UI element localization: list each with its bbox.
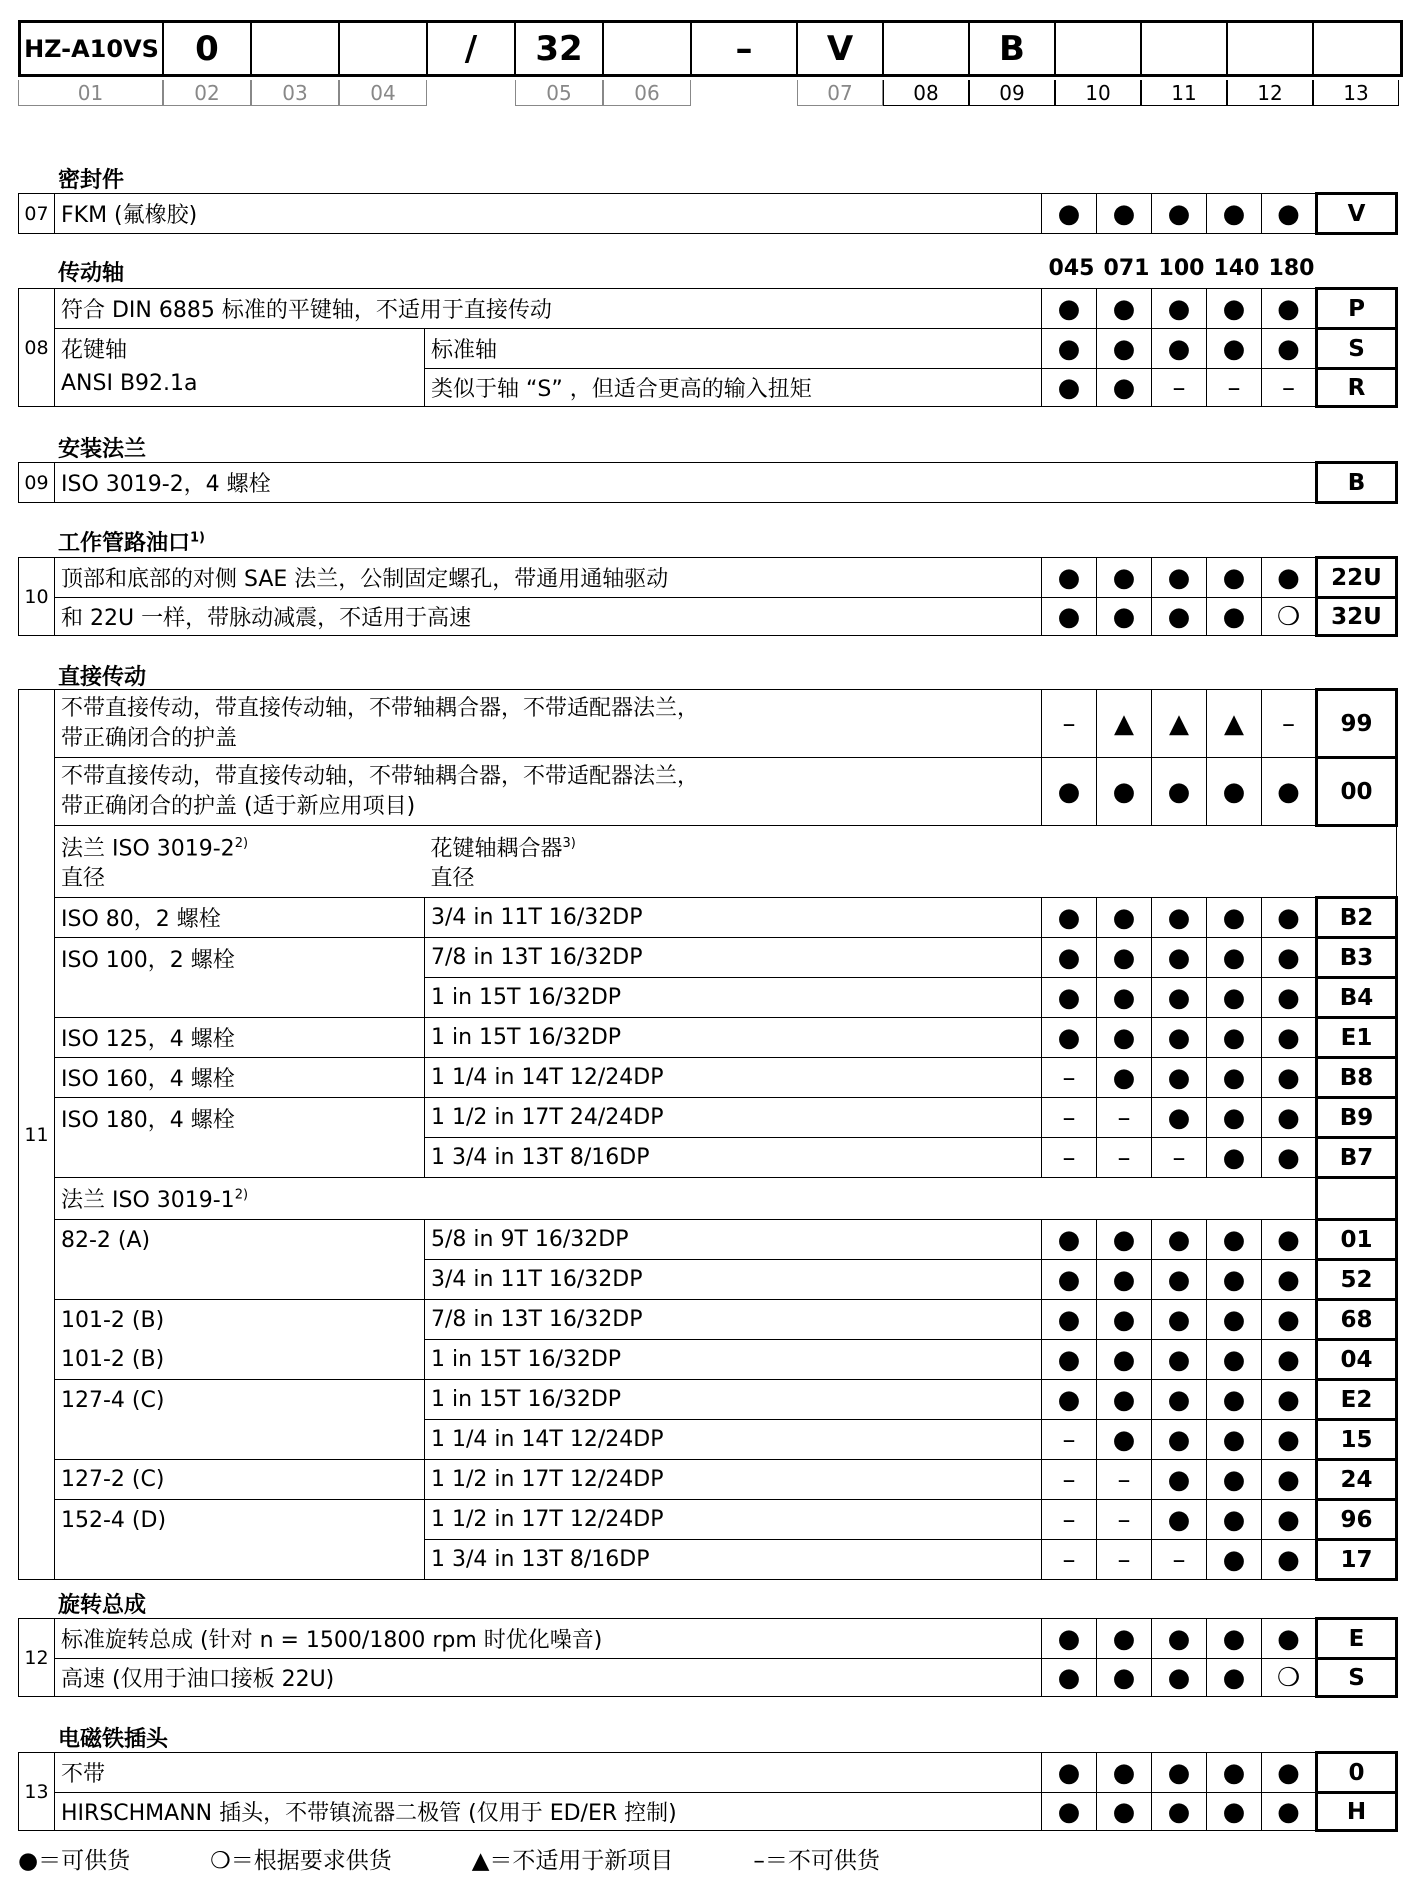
availability-mark: ● xyxy=(1152,1793,1207,1831)
option-code: 01 xyxy=(1317,1220,1397,1260)
option-code: V xyxy=(1317,194,1397,234)
option-code: 22U xyxy=(1317,558,1397,598)
availability-mark: ● xyxy=(1152,558,1207,598)
availability-mark: ● xyxy=(1207,289,1262,329)
availability-mark: – xyxy=(1262,690,1317,758)
availability-mark: ● xyxy=(1152,1380,1207,1420)
code-cell xyxy=(1314,23,1400,74)
position-number: 05 xyxy=(515,80,603,106)
availability-mark: ● xyxy=(1042,289,1097,329)
option-code: B9 xyxy=(1317,1098,1397,1138)
flange-cell: ISO 125，4 螺栓 xyxy=(55,1018,425,1058)
option-code: 0 xyxy=(1317,1753,1397,1793)
coupler-cell: 1 1/2 in 17T 24/24DP xyxy=(425,1098,1042,1138)
availability-mark: ● xyxy=(1207,1300,1262,1340)
option-code: B2 xyxy=(1317,898,1397,938)
availability-mark: ● xyxy=(1262,978,1317,1018)
option-code: B4 xyxy=(1317,978,1397,1018)
availability-mark: ● xyxy=(1097,1420,1152,1460)
legend xyxy=(18,1842,960,1875)
availability-mark: ● xyxy=(1042,1753,1097,1793)
availability-mark: – xyxy=(1262,369,1317,407)
option-code: 04 xyxy=(1317,1340,1397,1380)
availability-mark: ● xyxy=(1097,1753,1152,1793)
availability-mark: ● xyxy=(1262,1340,1317,1380)
section-title-rotary-group: 旋转总成 xyxy=(58,1593,147,1618)
position-number: 08 xyxy=(883,80,969,106)
column-header-flange xyxy=(55,826,425,898)
flange-cell: 152-4 (D) xyxy=(55,1500,425,1540)
availability-mark: ● xyxy=(1207,1138,1262,1178)
option-code: S xyxy=(1317,329,1397,369)
availability-mark: ● xyxy=(1262,1753,1317,1793)
availability-mark: ● xyxy=(1262,1500,1317,1540)
availability-mark: ▲ xyxy=(1097,690,1152,758)
availability-mark: ● xyxy=(1207,598,1262,636)
section-title-flange: 安装法兰 xyxy=(58,437,147,462)
availability-mark: ● xyxy=(1152,1340,1207,1380)
availability-mark: ● xyxy=(1152,898,1207,938)
option-code: 24 xyxy=(1317,1460,1397,1500)
availability-mark: ● xyxy=(1152,1420,1207,1460)
availability-mark: ● xyxy=(1042,1380,1097,1420)
code-cell xyxy=(252,23,340,74)
flange-cell xyxy=(55,1260,425,1300)
option-text xyxy=(55,758,1042,826)
option-text: 标准旋转总成 (针对 n = 1500/1800 rpm 时优化噪音) xyxy=(55,1619,1042,1659)
availability-mark: ● xyxy=(1042,1793,1097,1831)
code-cell xyxy=(604,23,692,74)
option-text: ISO 3019-2，4 螺栓 xyxy=(55,463,1317,503)
availability-mark: ● xyxy=(1262,1420,1317,1460)
code-cell xyxy=(884,23,970,74)
availability-mark: ● xyxy=(1207,978,1262,1018)
availability-mark: ● xyxy=(1097,598,1152,636)
option-text: 类似于轴 “S” ，但适合更高的输入扭矩 xyxy=(425,369,1042,407)
legend-not-available: –＝不可供货 xyxy=(753,1848,880,1874)
option-text-line: 带正确闭合的护盖 (适于新应用项目) xyxy=(61,793,416,819)
option-text xyxy=(55,690,1042,758)
availability-mark: – xyxy=(1042,1500,1097,1540)
availability-mark: ● xyxy=(1262,1460,1317,1500)
section-title-through-drive: 直接传动 xyxy=(58,665,147,690)
table-seal xyxy=(18,192,1398,235)
group-number: 10 xyxy=(19,558,55,636)
availability-mark: ● xyxy=(1262,1138,1317,1178)
option-text: ANSI B92.1a xyxy=(55,369,425,407)
availability-mark: ● xyxy=(1152,1260,1207,1300)
availability-mark: ● xyxy=(1262,1098,1317,1138)
flange-cell xyxy=(55,978,425,1018)
availability-mark: ● xyxy=(1262,329,1317,369)
availability-mark: ● xyxy=(1207,558,1262,598)
availability-mark: – xyxy=(1097,1540,1152,1580)
code-cell: / xyxy=(428,23,516,74)
availability-mark: – xyxy=(1042,1058,1097,1098)
availability-mark: ● xyxy=(1207,1058,1262,1098)
availability-mark: ● xyxy=(1262,1260,1317,1300)
availability-mark: ● xyxy=(1152,1460,1207,1500)
availability-mark: ● xyxy=(1097,194,1152,234)
option-code: 32U xyxy=(1317,598,1397,636)
availability-mark: ● xyxy=(1207,1460,1262,1500)
table-ports xyxy=(18,556,1398,637)
code-cell: 32 xyxy=(516,23,604,74)
availability-mark: ● xyxy=(1207,194,1262,234)
coupler-cell: 7/8 in 13T 16/32DP xyxy=(425,1300,1042,1340)
availability-mark: ● xyxy=(1152,1098,1207,1138)
position-number: 03 xyxy=(251,80,339,106)
availability-mark: ● xyxy=(1207,758,1262,826)
availability-mark: ● xyxy=(1152,1220,1207,1260)
availability-mark: ● xyxy=(1207,1260,1262,1300)
availability-mark: ● xyxy=(1207,329,1262,369)
availability-mark: ● xyxy=(1097,369,1152,407)
availability-mark: ● xyxy=(1152,194,1207,234)
availability-mark: ● xyxy=(1152,1500,1207,1540)
availability-mark: ● xyxy=(1042,598,1097,636)
availability-mark: ● xyxy=(1207,898,1262,938)
coupler-cell: 1 3/4 in 13T 8/16DP xyxy=(425,1138,1042,1178)
availability-mark: ● xyxy=(1207,1018,1262,1058)
availability-mark: – xyxy=(1207,369,1262,407)
code-cell xyxy=(1056,23,1142,74)
availability-mark: ● xyxy=(1207,1619,1262,1659)
availability-mark: ● xyxy=(1097,1340,1152,1380)
availability-mark: ● xyxy=(1207,1540,1262,1580)
availability-mark: ● xyxy=(1042,1260,1097,1300)
availability-mark: ● xyxy=(1262,558,1317,598)
coupler-cell: 1 in 15T 16/32DP xyxy=(425,978,1042,1018)
option-text-line: 带正确闭合的护盖 xyxy=(61,725,238,751)
availability-mark: ● xyxy=(1262,1540,1317,1580)
section-title-shaft: 传动轴 xyxy=(58,261,125,286)
availability-mark: ● xyxy=(1152,938,1207,978)
availability-mark: ● xyxy=(1207,1500,1262,1540)
option-text: 高速 (仅用于油口接板 22U) xyxy=(55,1659,1042,1697)
coupler-cell: 1 in 15T 16/32DP xyxy=(425,1018,1042,1058)
code-cell: – xyxy=(692,23,798,74)
availability-mark: ● xyxy=(1097,1300,1152,1340)
option-code: H xyxy=(1317,1793,1397,1831)
coupler-cell: 1 1/2 in 17T 12/24DP xyxy=(425,1500,1042,1540)
size-label: 071 xyxy=(1103,256,1150,281)
availability-mark: – xyxy=(1152,1540,1207,1580)
availability-mark: ● xyxy=(1262,1793,1317,1831)
group-number: 07 xyxy=(19,194,55,234)
header-text: 法兰 ISO 3019-1 xyxy=(61,1188,235,1214)
availability-mark: ● xyxy=(1097,1018,1152,1058)
option-code: 00 xyxy=(1317,758,1397,826)
coupler-cell: 1 1/2 in 17T 12/24DP xyxy=(425,1460,1042,1500)
availability-mark: ❍ xyxy=(1262,1659,1317,1697)
option-code-empty xyxy=(1317,1178,1397,1220)
header-text: 花键轴耦合器 xyxy=(430,836,563,862)
flange-cell: ISO 160，4 螺栓 xyxy=(55,1058,425,1098)
table-connector xyxy=(18,1751,1398,1832)
table-flange xyxy=(18,461,1398,504)
coupler-cell: 3/4 in 11T 16/32DP xyxy=(425,898,1042,938)
availability-mark: ● xyxy=(1042,978,1097,1018)
availability-mark: ● xyxy=(1207,1380,1262,1420)
option-text: 和 22U 一样，带脉动减震，不适用于高速 xyxy=(55,598,1042,636)
code-cell: V xyxy=(798,23,884,74)
availability-mark: ● xyxy=(1042,1659,1097,1697)
availability-mark: ● xyxy=(1207,938,1262,978)
footnote-ref: 1) xyxy=(190,530,206,546)
availability-mark: ● xyxy=(1042,1018,1097,1058)
size-label: 045 xyxy=(1048,256,1095,281)
coupler-cell: 5/8 in 9T 16/32DP xyxy=(425,1220,1042,1260)
availability-mark: ▲ xyxy=(1152,690,1207,758)
coupler-cell: 1 3/4 in 13T 8/16DP xyxy=(425,1540,1042,1580)
availability-mark: – xyxy=(1042,1098,1097,1138)
group-number: 09 xyxy=(19,463,55,503)
position-number: 13 xyxy=(1313,80,1399,106)
position-number: 09 xyxy=(969,80,1055,106)
availability-mark: ● xyxy=(1152,1300,1207,1340)
column-header-coupler xyxy=(425,826,1397,898)
size-header xyxy=(1044,256,1319,281)
availability-mark: ● xyxy=(1097,1058,1152,1098)
availability-mark: – xyxy=(1042,1420,1097,1460)
flange-cell: ISO 80，2 螺栓 xyxy=(55,898,425,938)
availability-mark: ▲ xyxy=(1207,690,1262,758)
option-text: 不带 xyxy=(55,1753,1042,1793)
legend-not-for-new: ▲＝不适用于新项目 xyxy=(471,1848,674,1874)
option-code: B3 xyxy=(1317,938,1397,978)
flange-cell: 127-4 (C) xyxy=(55,1380,425,1420)
flange-cell xyxy=(55,1540,425,1580)
code-cell xyxy=(1142,23,1228,74)
availability-mark: ● xyxy=(1262,289,1317,329)
table-through-drive xyxy=(18,688,1398,1581)
option-code: R xyxy=(1317,369,1397,407)
availability-mark: ● xyxy=(1042,1300,1097,1340)
flange-cell: 127-2 (C) xyxy=(55,1460,425,1500)
availability-mark: ● xyxy=(1262,1220,1317,1260)
option-code: E xyxy=(1317,1619,1397,1659)
availability-mark: ● xyxy=(1262,1018,1317,1058)
availability-mark: ● xyxy=(1042,758,1097,826)
availability-mark: ● xyxy=(1097,1220,1152,1260)
option-text: 顶部和底部的对侧 SAE 法兰，公制固定螺孔，带通用通轴驱动 xyxy=(55,558,1042,598)
availability-mark: ● xyxy=(1097,289,1152,329)
availability-mark: ● xyxy=(1042,558,1097,598)
position-number: 01 xyxy=(18,80,163,106)
availability-mark: ● xyxy=(1097,938,1152,978)
coupler-cell: 1 1/4 in 14T 12/24DP xyxy=(425,1420,1042,1460)
section-title-ports xyxy=(58,526,205,557)
availability-mark: ● xyxy=(1042,329,1097,369)
availability-mark: ● xyxy=(1152,1018,1207,1058)
position-number-row xyxy=(18,80,1399,106)
section-title-ports-text: 工作管路油口 xyxy=(58,531,191,556)
position-number: 06 xyxy=(603,80,691,106)
availability-mark: – xyxy=(1097,1138,1152,1178)
footnote-ref: 2) xyxy=(234,836,249,851)
table-rotary-group xyxy=(18,1617,1398,1698)
option-text: 标准轴 xyxy=(425,329,1042,369)
availability-mark: ● xyxy=(1152,289,1207,329)
availability-mark: ● xyxy=(1152,1619,1207,1659)
group-number: 08 xyxy=(19,289,55,407)
flange-cell xyxy=(55,1138,425,1178)
position-number: 12 xyxy=(1227,80,1313,106)
availability-mark: ● xyxy=(1207,1753,1262,1793)
availability-mark: ● xyxy=(1042,1220,1097,1260)
availability-mark: ● xyxy=(1097,1380,1152,1420)
subheader-iso1 xyxy=(55,1178,1317,1220)
availability-mark: ● xyxy=(1042,898,1097,938)
availability-mark: – xyxy=(1097,1500,1152,1540)
header-text: 直径 xyxy=(61,866,106,892)
code-cell: 0 xyxy=(164,23,252,74)
availability-mark: – xyxy=(1152,1138,1207,1178)
availability-mark: ● xyxy=(1152,978,1207,1018)
option-code: 17 xyxy=(1317,1540,1397,1580)
option-code: E1 xyxy=(1317,1018,1397,1058)
availability-mark: ● xyxy=(1262,938,1317,978)
legend-on-request: ❍＝根据要求供货 xyxy=(210,1848,392,1874)
availability-mark: ❍ xyxy=(1262,598,1317,636)
availability-mark: ● xyxy=(1262,1619,1317,1659)
availability-mark: ● xyxy=(1207,1659,1262,1697)
option-code: P xyxy=(1317,289,1397,329)
option-text: 符合 DIN 6885 标准的平键轴，不适用于直接传动 xyxy=(55,289,1042,329)
size-label: 180 xyxy=(1268,256,1315,281)
availability-mark: – xyxy=(1042,1138,1097,1178)
option-code: 15 xyxy=(1317,1420,1397,1460)
availability-mark: ● xyxy=(1152,1753,1207,1793)
availability-mark: ● xyxy=(1262,758,1317,826)
flange-cell: 101-2 (B) xyxy=(55,1340,425,1380)
availability-mark: – xyxy=(1042,1460,1097,1500)
option-code: B xyxy=(1317,463,1397,503)
option-code: E2 xyxy=(1317,1380,1397,1420)
option-code: S xyxy=(1317,1659,1397,1697)
flange-cell xyxy=(55,1420,425,1460)
availability-mark: ● xyxy=(1042,194,1097,234)
availability-mark: – xyxy=(1097,1098,1152,1138)
availability-mark: ● xyxy=(1207,1098,1262,1138)
table-shaft xyxy=(18,287,1398,408)
option-code: 52 xyxy=(1317,1260,1397,1300)
availability-mark: – xyxy=(1042,690,1097,758)
option-text: HIRSCHMANN 插头，不带镇流器二极管 (仅用于 ED/ER 控制) xyxy=(55,1793,1042,1831)
position-number: 04 xyxy=(339,80,427,106)
availability-mark: ● xyxy=(1042,1619,1097,1659)
availability-mark: ● xyxy=(1207,1793,1262,1831)
group-number: 12 xyxy=(19,1619,55,1697)
availability-mark: ● xyxy=(1262,1058,1317,1098)
coupler-cell: 3/4 in 11T 16/32DP xyxy=(425,1260,1042,1300)
size-label: 100 xyxy=(1158,256,1205,281)
availability-mark: ● xyxy=(1097,1793,1152,1831)
flange-cell: 101-2 (B) xyxy=(55,1300,425,1340)
code-cell: HZ-A10VS xyxy=(21,23,164,74)
flange-cell: ISO 100，2 螺栓 xyxy=(55,938,425,978)
option-text: FKM (氟橡胶) xyxy=(55,194,1042,234)
availability-mark: – xyxy=(1152,369,1207,407)
availability-mark: ● xyxy=(1097,758,1152,826)
section-title-connector: 电磁铁插头 xyxy=(58,1727,169,1752)
availability-mark: ● xyxy=(1262,1300,1317,1340)
availability-mark: – xyxy=(1097,1460,1152,1500)
availability-mark: ● xyxy=(1152,598,1207,636)
coupler-cell: 1 1/4 in 14T 12/24DP xyxy=(425,1058,1042,1098)
availability-mark: ● xyxy=(1152,758,1207,826)
group-number: 11 xyxy=(19,690,55,1580)
position-number: 02 xyxy=(163,80,251,106)
availability-mark: ● xyxy=(1042,938,1097,978)
option-code: 68 xyxy=(1317,1300,1397,1340)
availability-mark: ● xyxy=(1207,1220,1262,1260)
code-cell: B xyxy=(970,23,1056,74)
option-code: 99 xyxy=(1317,690,1397,758)
coupler-cell: 1 in 15T 16/32DP xyxy=(425,1340,1042,1380)
availability-mark: ● xyxy=(1097,558,1152,598)
type-code-box xyxy=(18,20,1403,77)
option-code: 96 xyxy=(1317,1500,1397,1540)
coupler-cell: 7/8 in 13T 16/32DP xyxy=(425,938,1042,978)
availability-mark: ● xyxy=(1152,1058,1207,1098)
header-text: 法兰 ISO 3019-2 xyxy=(61,836,235,862)
availability-mark: ● xyxy=(1152,1659,1207,1697)
position-number: 07 xyxy=(797,80,883,106)
option-text: 花键轴 xyxy=(55,329,425,369)
availability-mark: ● xyxy=(1262,1380,1317,1420)
availability-mark: ● xyxy=(1207,1340,1262,1380)
option-code: B8 xyxy=(1317,1058,1397,1098)
availability-mark: ● xyxy=(1097,898,1152,938)
section-title-seal: 密封件 xyxy=(58,168,125,193)
footnote-ref: 3) xyxy=(562,836,576,851)
availability-mark: – xyxy=(1042,1540,1097,1580)
option-text-line: 不带直接传动，带直接传动轴，不带轴耦合器，不带适配器法兰， xyxy=(61,763,700,789)
availability-mark: ● xyxy=(1152,329,1207,369)
flange-cell: 82-2 (A) xyxy=(55,1220,425,1260)
availability-mark: ● xyxy=(1262,194,1317,234)
position-number: 11 xyxy=(1141,80,1227,106)
code-cell xyxy=(1228,23,1314,74)
footnote-ref: 2) xyxy=(234,1188,249,1203)
option-text-line: 不带直接传动，带直接传动轴，不带轴耦合器，不带适配器法兰， xyxy=(61,695,700,721)
size-label: 140 xyxy=(1213,256,1260,281)
availability-mark: ● xyxy=(1262,898,1317,938)
legend-available: ●＝可供货 xyxy=(18,1848,131,1874)
availability-mark: ● xyxy=(1097,1659,1152,1697)
coupler-cell: 1 in 15T 16/32DP xyxy=(425,1380,1042,1420)
header-text: 直径 xyxy=(430,866,475,892)
position-number: 10 xyxy=(1055,80,1141,106)
availability-mark: ● xyxy=(1207,1420,1262,1460)
availability-mark: ● xyxy=(1042,369,1097,407)
group-number: 13 xyxy=(19,1753,55,1831)
availability-mark: ● xyxy=(1042,1340,1097,1380)
availability-mark: ● xyxy=(1097,1260,1152,1300)
availability-mark: ● xyxy=(1097,329,1152,369)
option-code: B7 xyxy=(1317,1138,1397,1178)
code-cell xyxy=(340,23,428,74)
availability-mark: ● xyxy=(1097,1619,1152,1659)
flange-cell: ISO 180，4 螺栓 xyxy=(55,1098,425,1138)
availability-mark: ● xyxy=(1097,978,1152,1018)
